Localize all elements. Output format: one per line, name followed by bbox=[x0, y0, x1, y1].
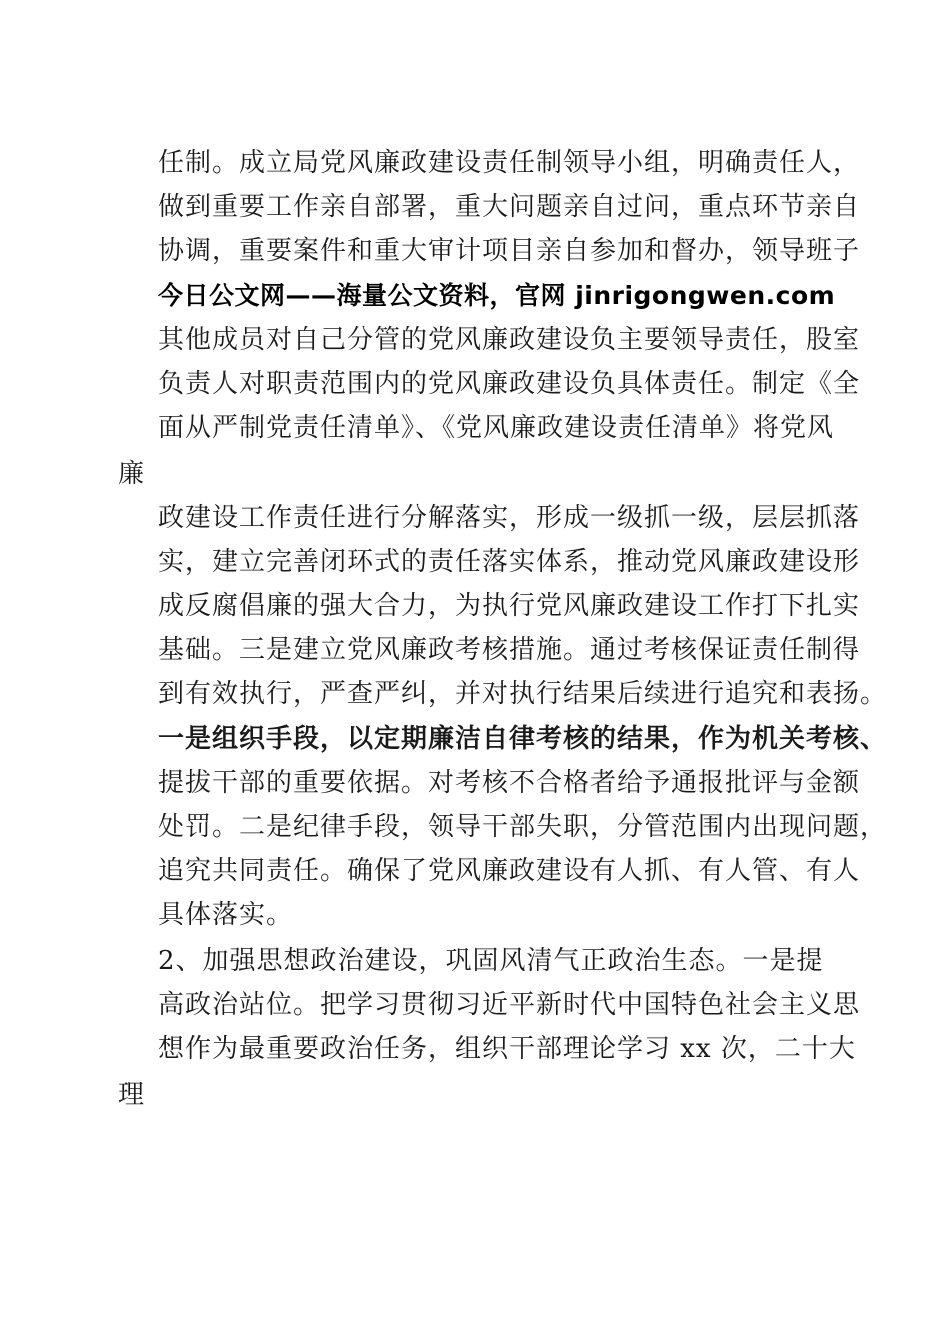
text-line: 成反腐倡廉的强大合力，为执行党风廉政建设工作打下扎实 bbox=[158, 591, 861, 621]
text-line: 处罚。二是纪律手段，领导干部失职，分管范围内出现问题， bbox=[158, 812, 888, 842]
text-line: 实，建立完善闭环式的责任落实体系，推动党风廉政建设形 bbox=[158, 547, 861, 577]
text-line: 高政治站位。把学习贯彻习近平新时代中国特色社会主义思 bbox=[158, 990, 861, 1020]
text-line: 基础。三是建立党风廉政考核措施。通过考核保证责任制得 bbox=[158, 635, 861, 665]
text-line: 任制。成立局党风廉政建设责任制领导小组，明确责任人， bbox=[158, 148, 861, 178]
text-line: 政建设工作责任进行分解落实，形成一级抓一级，层层抓落 bbox=[158, 503, 861, 533]
text-line: 想作为最重要政治任务，组织干部理论学习 xx 次，二十大 bbox=[158, 1034, 856, 1064]
text-line: 一是组织手段，以定期廉洁自律考核的结果，作为机关考核、 bbox=[158, 724, 888, 754]
text-line-wrap: 廉 bbox=[118, 459, 146, 489]
text-line: 其他成员对自己分管的党风廉政建设负主要领导责任，股室 bbox=[158, 325, 861, 355]
text-line: 协调，重要案件和重大审计项目亲自参加和督办，领导班子 bbox=[158, 236, 861, 266]
text-line: 负责人对职责范围内的党风廉政建设负具体责任。制定《全 bbox=[158, 369, 861, 399]
text-line: 追究共同责任。确保了党风廉政建设有人抓、有人管、有人 bbox=[158, 856, 861, 886]
text-line-wrap: 理 bbox=[118, 1080, 146, 1110]
text-line: 具体落实。 bbox=[158, 900, 294, 930]
text-line: 做到重要工作亲自部署，重大问题亲自过问，重点环节亲自 bbox=[158, 192, 861, 222]
section-heading-line: 2、加强思想政治建设，巩固风清气正政治生态。一是提 bbox=[158, 946, 824, 976]
text-line: 提拔干部的重要依据。对考核不合格者给予通报批评与金额 bbox=[158, 768, 861, 798]
watermark-banner: 今日公文网——海量公文资料，官网 jinrigongwen.com bbox=[158, 281, 836, 310]
text-line: 面从严制党责任清单》、《党风廉政建设责任清单》将党风 bbox=[158, 413, 835, 443]
text-line: 到有效执行，严查严纠，并对执行结果后续进行追究和表扬。 bbox=[158, 679, 888, 709]
